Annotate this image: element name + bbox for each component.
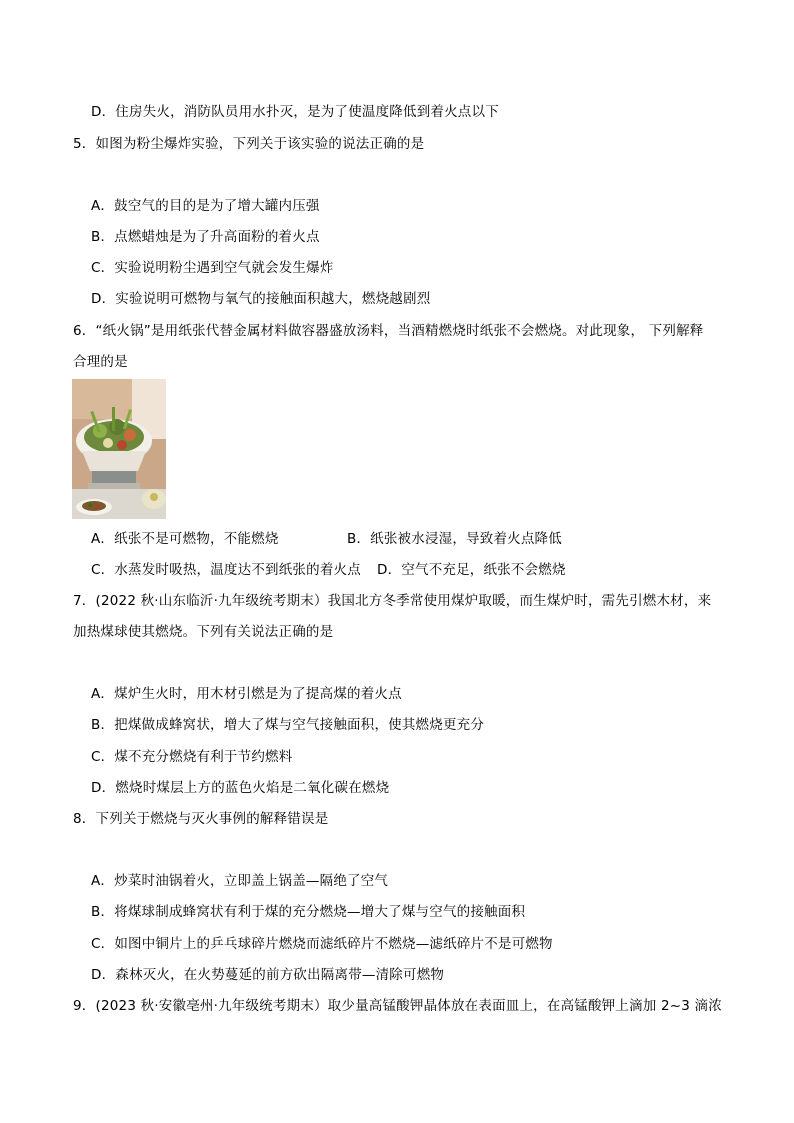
q8-option-c: C．如图中铜片上的乒乓球碎片燃烧而滤纸碎片不燃烧—滤纸碎片不是可燃物 [91, 936, 553, 952]
q6-option-c: C．水蒸发时吸热，温度达不到纸张的着火点 [91, 562, 361, 578]
q5-stem: 5．如图为粉尘爆炸实验，下列关于该实验的说法正确的是 [73, 136, 425, 152]
q7-option-d: D．燃烧时煤层上方的蓝色火焰是二氧化碳在燃烧 [91, 780, 390, 796]
q7-stem-line1: 7．(2022 秋·山东临沂·九年级统考期末）我国北方冬季常使用煤炉取暖，而生煤炉时，需先引燃木材，来 [73, 593, 712, 609]
q6-option-a: A．纸张不是可燃物，不能燃烧 [91, 531, 279, 547]
q7-option-c: C．煤不充分燃烧有利于节约燃料 [91, 749, 293, 765]
q9-stem-line1: 9．(2023 秋·安徽亳州·九年级统考期末）取少量高锰酸钾晶体放在表面皿上，在高锰酸钾上滴加 2~3 滴浓 [73, 998, 722, 1014]
q5-option-d: D．实验说明可燃物与氧气的接触面积越大，燃烧越剧烈 [91, 291, 431, 307]
q8-option-d: D．森林灭火，在火势蔓延的前方砍出隔离带—清除可燃物 [91, 967, 445, 983]
q7-option-b: B．把煤做成蜂窝状，增大了煤与空气接触面积，使其燃烧更充分 [91, 717, 485, 733]
q7-option-a: A．煤炉生火时，用木材引燃是为了提高煤的着火点 [91, 686, 402, 702]
q6-option-b: B．纸张被水浸湿，导致着火点降低 [347, 531, 562, 547]
q8-stem: 8．下列关于燃烧与灭火事例的解释错误是 [73, 811, 329, 827]
q5-option-a: A．鼓空气的目的是为了增大罐内压强 [91, 198, 320, 214]
q6-stem-line2: 合理的是 [73, 354, 128, 370]
q6-stem-line1: 6．“纸火锅”是用纸张代替金属材料做容器盛放汤料，当酒精燃烧时纸张不会燃烧。对此现象， 下列解释 [73, 323, 704, 339]
q5-option-c: C．实验说明粉尘遇到空气就会发生爆炸 [91, 260, 334, 276]
q7-stem-line2: 加热煤球使其燃烧。下列有关说法正确的是 [73, 624, 334, 640]
q4-option-d: D．住房失火，消防队员用水扑灭，是为了使温度降低到着火点以下 [91, 104, 499, 120]
q8-option-b: B．将煤球制成蜂窝状有利于煤的充分燃烧—增大了煤与空气的接触面积 [91, 904, 526, 920]
q5-option-b: B．点燃蜡烛是为了升高面粉的着火点 [91, 229, 320, 245]
q8-option-a: A．炒菜时油锅着火，立即盖上锅盖—隔绝了空气 [91, 873, 389, 889]
q6-option-d: D．空气不充足，纸张不会燃烧 [377, 562, 566, 578]
paper-hotpot-photo [72, 379, 166, 519]
